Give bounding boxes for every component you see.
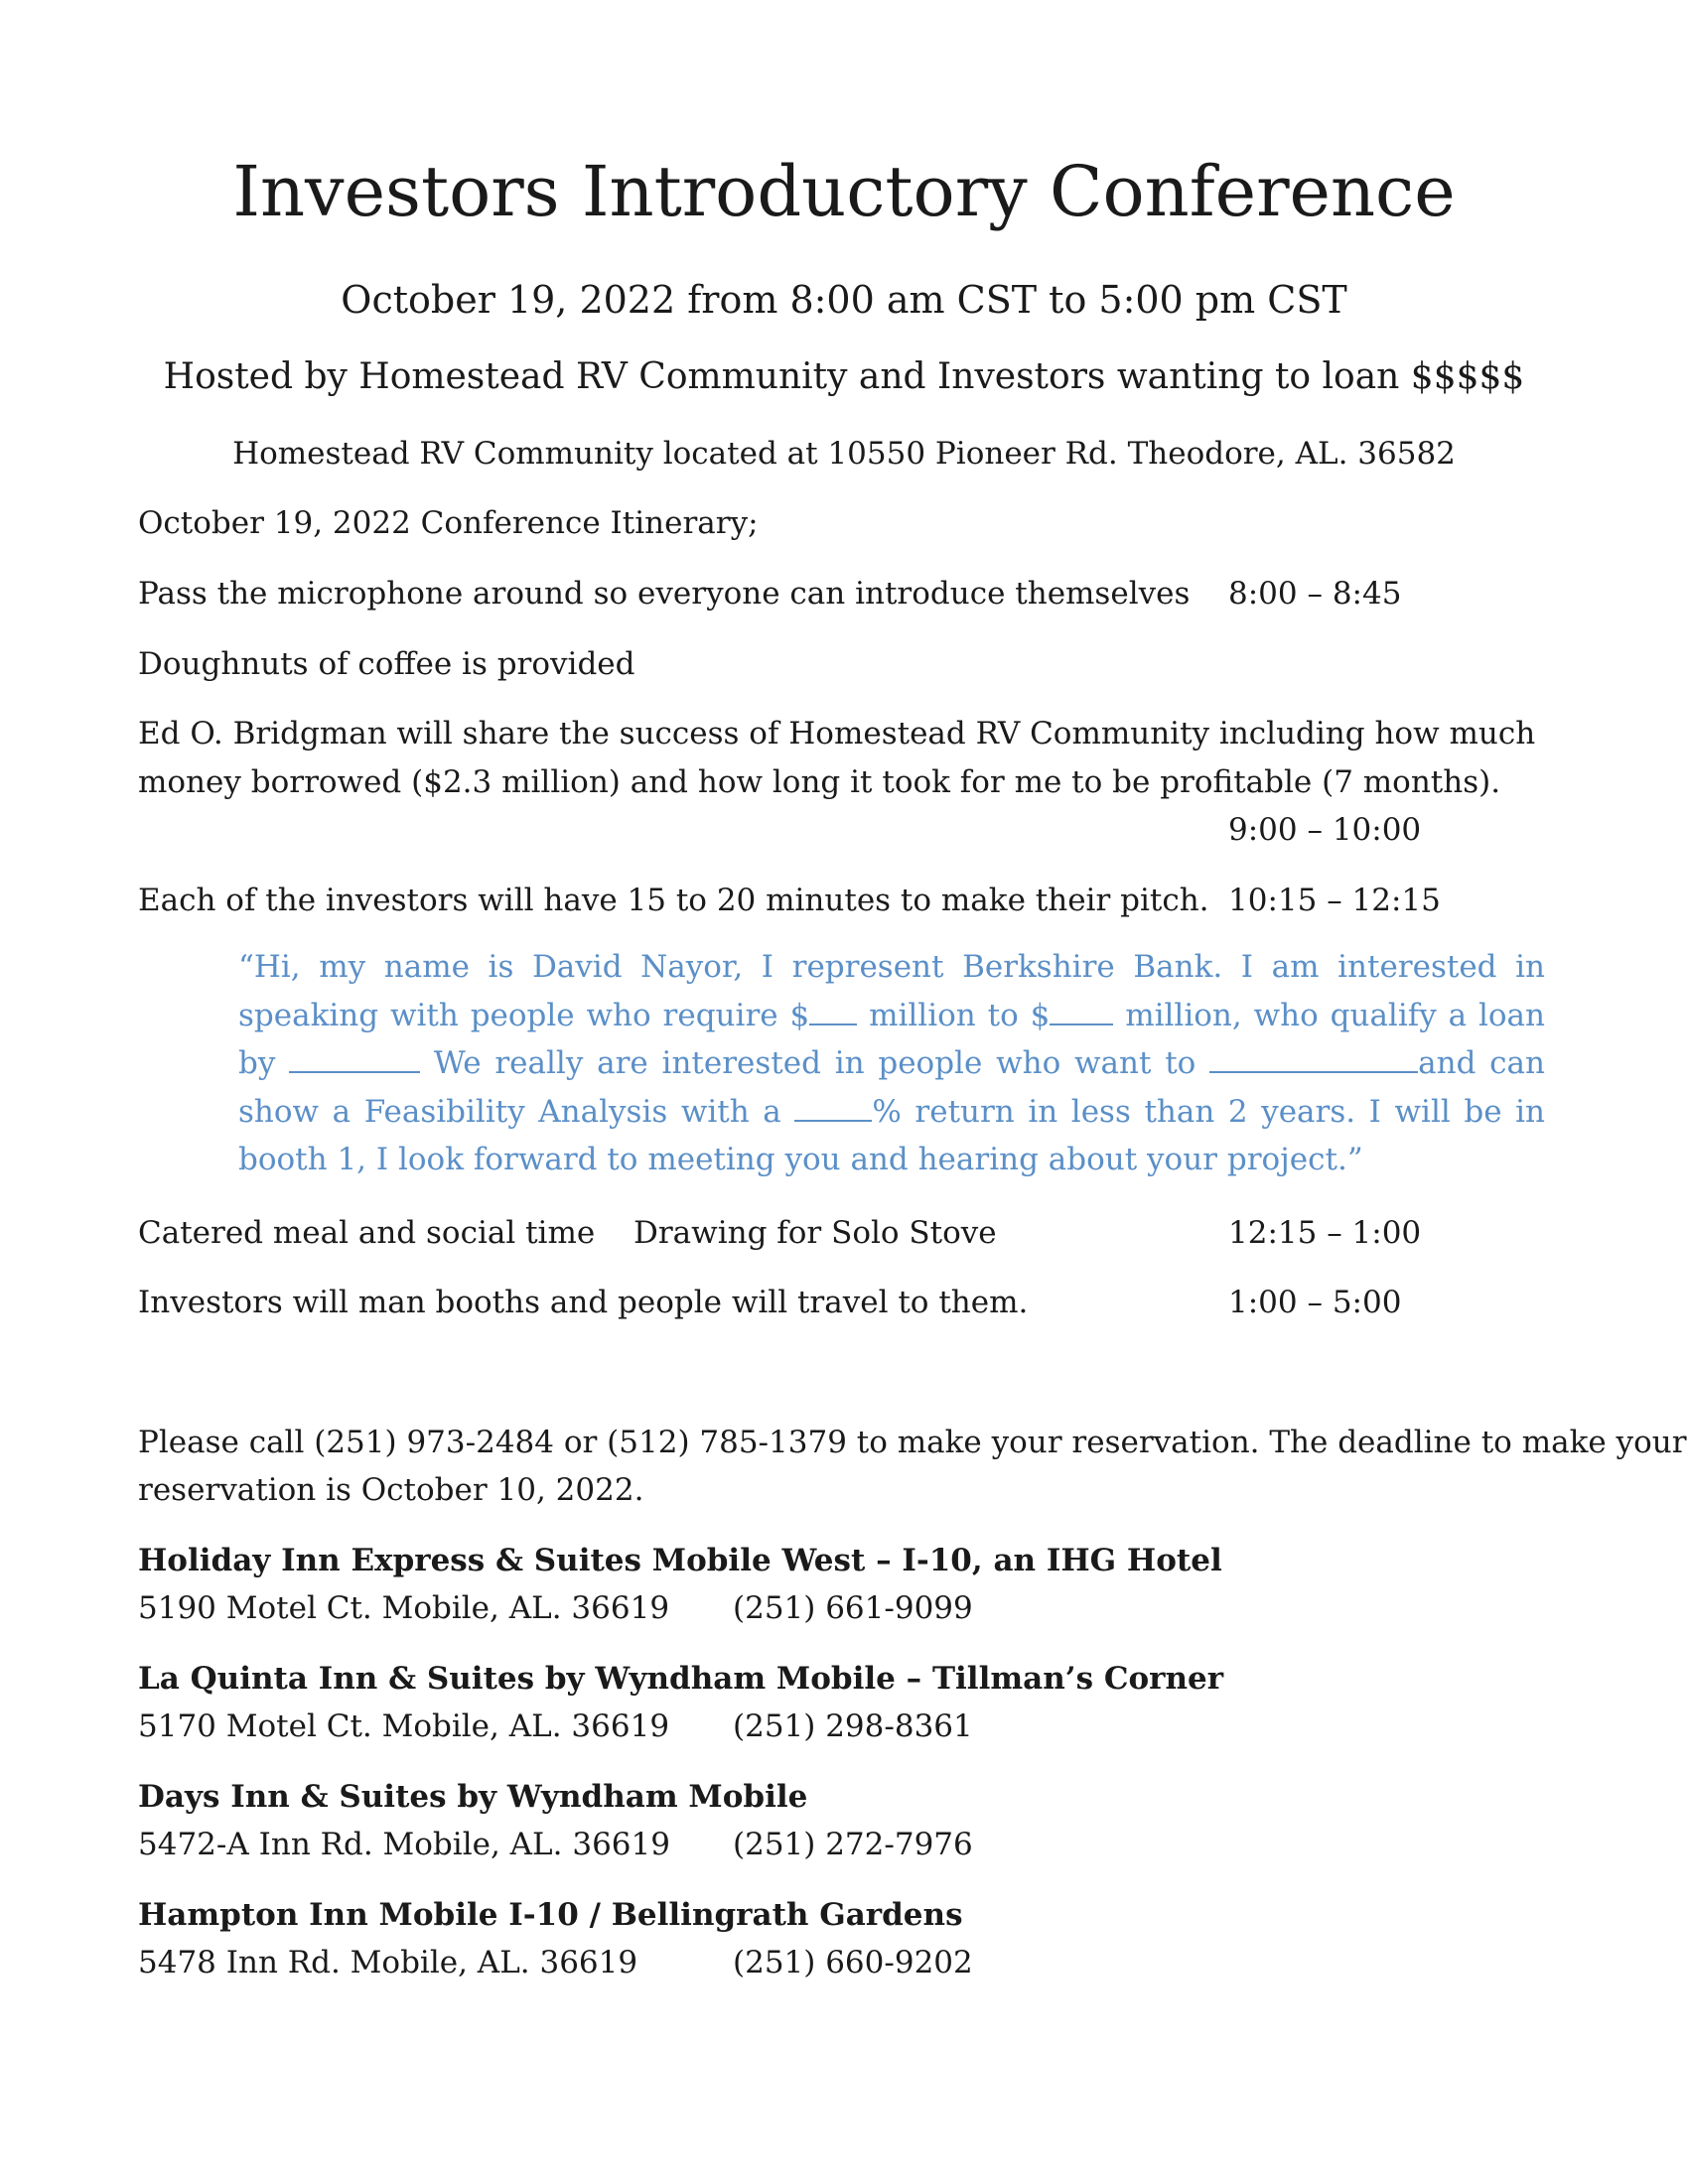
hotel-phone-holiday-inn: (251) 661-9099 <box>733 1590 973 1626</box>
blank-min-amount <box>809 1000 857 1025</box>
quote-text: “Hi, my name is David Nayor, I represent Berkshire Bank. I am interested in speaking with people who require $ <box>238 949 1545 1033</box>
itinerary-time-pitch: 10:15 – 12:15 <box>1228 883 1441 918</box>
itinerary-time-success: 9:00 – 10:00 <box>1228 812 1422 848</box>
blank-want-to <box>1209 1047 1418 1073</box>
reservation-line2: reservation is October 10, 2022. <box>138 1472 644 1508</box>
hotel-phone-la-quinta: (251) 298-8361 <box>733 1708 973 1744</box>
hotel-phone-days-inn: (251) 272-7976 <box>733 1827 973 1862</box>
blank-return-percent <box>794 1096 872 1122</box>
itinerary-heading: October 19, 2022 Conference Itinerary; <box>138 505 759 541</box>
investor-pitch-quote <box>238 943 1545 1184</box>
quote-text: % return in less than 2 years. I will be in booth 1, I look forward to meeting you and hearing about your project.” <box>238 1093 1545 1177</box>
hotel-name-hampton-inn: Hampton Inn Mobile I-10 / Bellingrath Gardens <box>138 1897 963 1933</box>
date-line: October 19, 2022 from 8:00 am CST to 5:00 pm CST <box>341 278 1347 322</box>
itinerary-drawing: Drawing for Solo Stove <box>633 1215 997 1251</box>
itinerary-time-booths: 1:00 – 5:00 <box>1228 1285 1402 1320</box>
blank-qualify <box>289 1047 420 1073</box>
hotel-address-holiday-inn: 5190 Motel Ct. Mobile, AL. 36619 <box>138 1590 670 1626</box>
hotel-address-hampton-inn: 5478 Inn Rd. Mobile, AL. 36619 <box>138 1945 638 1980</box>
quote-text: and can show a Feasibility Analysis with a <box>238 1045 1545 1130</box>
itinerary-item-success-line2: money borrowed ($2.3 million) and how long it took for me to be profitable (7 months). <box>138 764 1501 800</box>
hotel-address-days-inn: 5472-A Inn Rd. Mobile, AL. 36619 <box>138 1827 670 1862</box>
hotel-phone-hampton-inn: (251) 660-9202 <box>733 1945 973 1980</box>
hosted-line: Hosted by Homestead RV Community and Investors wanting to loan $$$$$ <box>163 356 1525 397</box>
location-line: Homestead RV Community located at 10550 Pioneer Rd. Theodore, AL. 36582 <box>232 436 1456 472</box>
quote-text: million to $ <box>857 997 1051 1033</box>
quote-text: We really are interested in people who want to <box>420 1045 1210 1081</box>
hotel-name-holiday-inn: Holiday Inn Express & Suites Mobile West – I-10, an IHG Hotel <box>138 1543 1222 1578</box>
itinerary-item-intro: Pass the microphone around so everyone can introduce themselves <box>138 576 1191 612</box>
blank-max-amount <box>1050 1000 1113 1025</box>
reservation-line1: Please call (251) 973-2484 or (512) 785-1379 to make your reservation. The deadline to make your <box>138 1425 1687 1460</box>
itinerary-time-meal: 12:15 – 1:00 <box>1228 1215 1422 1251</box>
itinerary-item-success-line1: Ed O. Bridgman will share the success of Homestead RV Community including how much <box>138 716 1536 751</box>
page-title: Investors Introductory Conference <box>232 151 1456 232</box>
hotel-address-la-quinta: 5170 Motel Ct. Mobile, AL. 36619 <box>138 1708 670 1744</box>
hotel-name-days-inn: Days Inn & Suites by Wyndham Mobile <box>138 1779 808 1815</box>
quote-text: million, who qualify a loan by <box>238 997 1545 1081</box>
itinerary-item-pitch: Each of the investors will have 15 to 20 minutes to make their pitch. <box>138 883 1209 918</box>
itinerary-item-booths: Investors will man booths and people will travel to them. <box>138 1285 1029 1320</box>
itinerary-time-intro: 8:00 – 8:45 <box>1228 576 1402 612</box>
itinerary-item-meal: Catered meal and social time <box>138 1215 596 1251</box>
hotel-name-la-quinta: La Quinta Inn & Suites by Wyndham Mobile – Tillman’s Corner <box>138 1661 1224 1697</box>
itinerary-item-coffee: Doughnuts of coffee is provided <box>138 646 635 682</box>
